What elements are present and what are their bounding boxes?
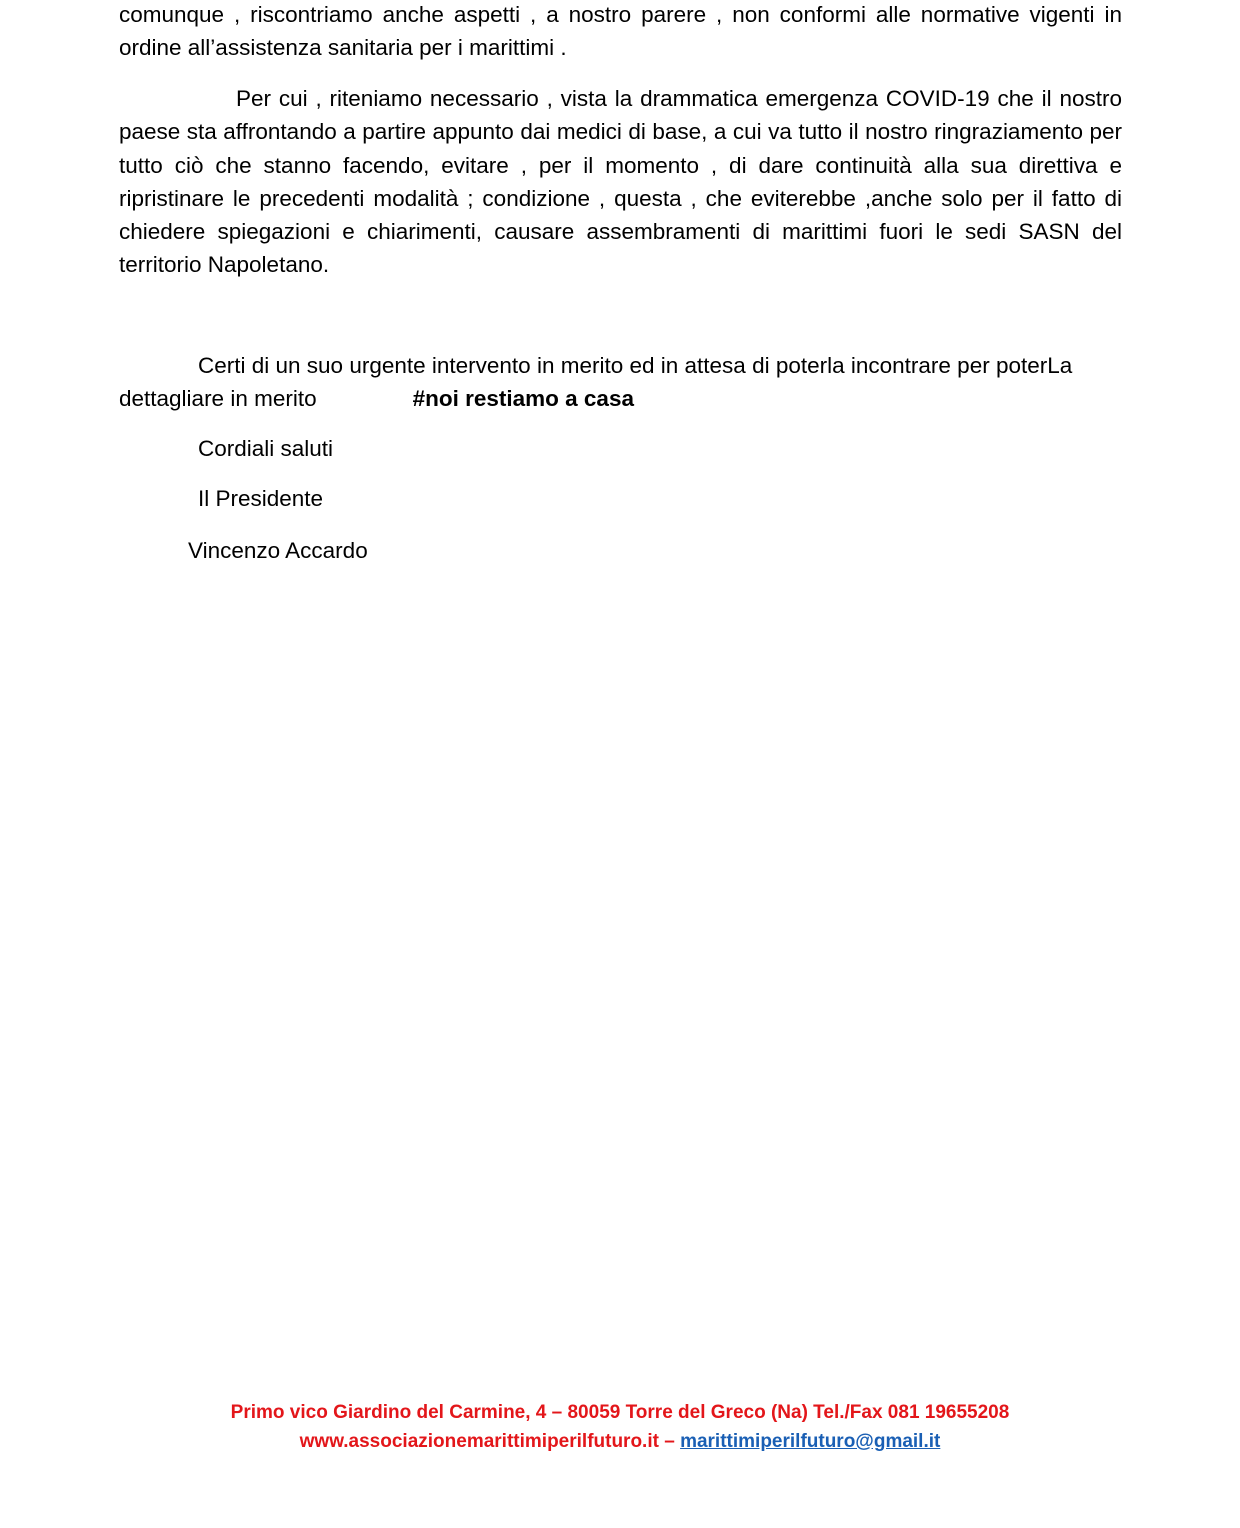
footer-email-link[interactable]: marittimiperilfuturo@gmail.it [680, 1431, 941, 1452]
footer-website: www.associazionemarittimiperilfuturo.it [299, 1431, 659, 1452]
letter-paragraph-3-text: Certi di un suo urgente intervento in merito ed in attesa di poterla incontrare per poterLa dettagliare in merito [119, 353, 1073, 412]
hashtag-text: #noi restiamo a casa [412, 386, 634, 412]
closing-salutation: Cordiali saluti [198, 436, 334, 461]
footer-separator: – [658, 1431, 681, 1452]
letter-paragraph-1: comunque , riscontriamo anche aspetti , a nostro parere , non conformi alle normative vigenti in ordine all’assistenza sanitaria per i marittimi . [119, 2, 1122, 61]
footer-contacts [0, 1427, 1240, 1456]
signer-name: Vincenzo Accardo [188, 538, 368, 563]
letter-paragraph-2: Per cui , riteniamo necessario , vista la drammatica emergenza COVID-19 che il nostro paese sta affrontando a partire appunto dai medici di base, a cui va tutto il nostro ringraziamento per tutto ciò che stanno facendo, evitare , per il momento , di dare continuità alla sua direttiva e ripristinare le precedenti modalità ; condizione , questa , che eviterebbe ,anche solo per il fatto di chiedere spiegazioni e chiarimenti, causare assembramenti di marittimi fuori le sedi SASN del territorio Napoletano. [119, 86, 1122, 278]
footer-address: Primo vico Giardino del Carmine, 4 – 80059 Torre del Greco (Na) Tel./Fax 081 19655208 [230, 1402, 1010, 1423]
signer-role: Il Presidente [198, 486, 324, 511]
letter-paragraph-3 [119, 349, 1122, 416]
